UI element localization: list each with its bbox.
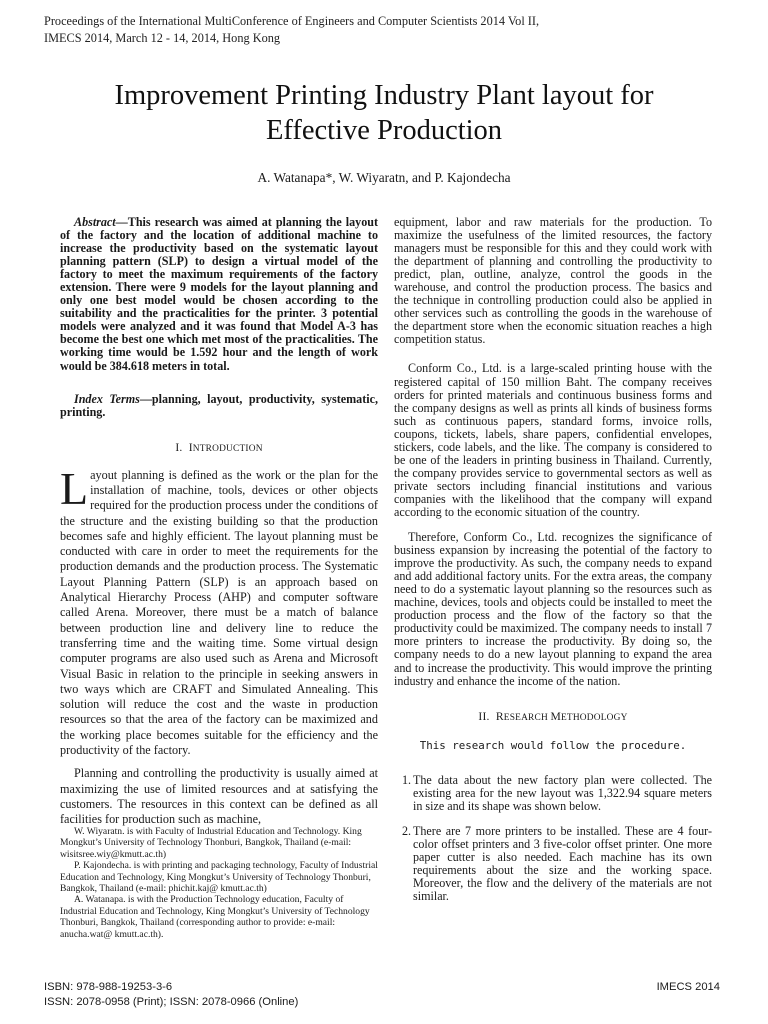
index-terms-text: —planning, layout, productivity, systematic, printing. bbox=[60, 391, 378, 419]
list-item bbox=[394, 825, 712, 903]
list-number: 1. bbox=[402, 772, 412, 787]
list-item-text: There are 7 more printers to be installed. These are 4 four-color offset printers and 3 five-color offset printer. One more paper cutter is also needed. Each machine has its own requirements about the size and the working space. Moreover, the flow and the delivery of the materials are not similar. bbox=[413, 823, 712, 904]
header-line-2: IMECS 2014, March 12 - 14, 2014, Hong Kong bbox=[44, 30, 281, 45]
list-item-text: The data about the new factory plan were collected. The existing area for the new layout was 1,322.94 square meters in size and its shape was shown below. bbox=[413, 772, 712, 813]
footnote-2: P. Kajondecha. is with printing and packaging technology, Faculty of Industrial Education and Technology, King Mongkut’s University of Technology Thonburi, Bangkok, Thailand (e-mail: phichit.kaj@ kmutt.ac.th) bbox=[60, 860, 378, 895]
footnote-3: A. Watanapa. is with the Production Technology education, Faculty of Industrial Education and Technology, King Mongkut’s University of Technology Thonburi, Bangkok, Thailand (corresponding author to provide: e-mail: anucha.wat@ kmutt.ac.th). bbox=[60, 894, 370, 940]
abstract-text: —This research was aimed at planning the layout of the factory and the location of additional machine to increase the productivity based on the systematic layout planning pattern (SLP) to design a virtual model of the factory to meet the maximum requirements of the factory extension. There were 9 models for the layout planning and only one best model would be chosen according to the suitability and the practicalities for the printer. 3 potential models were analyzed and it was found that Model A-3 has become the best one which met most of the practicalities. The working time would be 1.592 hour and the length of work would be 384.618 meters in total. bbox=[60, 215, 378, 373]
section-heading-methodology bbox=[394, 710, 712, 725]
header-line-1: Proceedings of the International MultiConference of Engineers and Computer Scientists 2014 Vol II, bbox=[44, 14, 540, 28]
author-footnotes bbox=[60, 826, 378, 940]
introduction-body bbox=[60, 462, 378, 828]
abstract-label: Abstract bbox=[74, 215, 116, 229]
footnote-1: W. Wiyaratn. is with Faculty of Industrial Education and Technology. King Mongkut’s University of Technology Thonburi, Bangkok, Thailand (e-mail: wisitsree.wiy@kmutt.ac.th) bbox=[60, 826, 362, 860]
section-numeral: II. bbox=[478, 709, 490, 723]
intro-paragraph-2: Planning and controlling the productivity is usually aimed at maximizing the use of limited resources and at satisfying the customers. The resources in this context can be defined as all facilities for production such as machine, bbox=[60, 766, 378, 827]
section-heading-initial: I bbox=[188, 440, 193, 454]
section-numeral: I. bbox=[175, 440, 183, 454]
abstract bbox=[60, 216, 378, 373]
index-terms bbox=[60, 393, 378, 419]
list-number: 2. bbox=[402, 823, 412, 838]
title-line-2: Effective Production bbox=[265, 115, 503, 146]
drop-cap: L bbox=[60, 462, 89, 514]
footer-conference: IMECS 2014 bbox=[656, 981, 720, 993]
procedure-list bbox=[394, 774, 712, 903]
footer-identifiers bbox=[44, 980, 298, 1010]
procedure-intro: This research would follow the procedure. bbox=[419, 738, 687, 752]
right-column bbox=[394, 216, 712, 915]
introduction-section bbox=[60, 441, 378, 828]
section-heading-rest: ETHODOLOGY bbox=[560, 712, 628, 723]
right-paragraph-1: equipment, labor and raw materials for the production. To maximize the usefulness of the limited resources, the factory managers must be responsible for this and they could work with the department of planning and controlling the productivity to predict, plan, outline, analyze, control the goods in the warehouse, and control the production process. The basics and the technique in controlling production could also be applied in other services such as controlling the goods in the warehouse of the department store when the economic situation reaches a high competition status. bbox=[394, 215, 712, 347]
left-column bbox=[60, 216, 378, 828]
proceedings-header bbox=[44, 13, 734, 46]
section-heading-rest: NTRODUCTION bbox=[192, 443, 263, 454]
intro-paragraph-1 bbox=[60, 462, 378, 759]
title-line-1: Improvement Printing Industry Plant layout for bbox=[114, 80, 654, 111]
index-terms-label: Index Terms bbox=[74, 391, 140, 406]
section-heading-initial: R bbox=[495, 709, 504, 723]
list-item bbox=[394, 774, 712, 813]
author-list: A. Watanapa*, W. Wiyaratn, and P. Kajondecha bbox=[257, 170, 511, 185]
paper-title bbox=[40, 78, 728, 148]
issn: ISSN: 2078-0958 (Print); ISSN: 2078-0966 (Online) bbox=[44, 996, 299, 1008]
right-paragraph-2: Conform Co., Ltd. is a large-scaled printing house with the registered capital of 150 million Baht. The company receives orders for printed materials and continuous business forms and the company designs as well as prints all kinds of business forms such as continuous papers, standard forms, invoice rolls, coupons, tickets, labels, share papers, confidential envelopes, stickers, code labels, and the like. The company is considered to be one of the leaders in printing business in Thailand. Currently, the company provides service to governmental sectors as well as private sectors including financial institutions and various companies with the likelihood that the company will expand according to the economic situation of the country. bbox=[394, 361, 712, 519]
isbn: ISBN: 978-988-19253-3-6 bbox=[44, 981, 173, 993]
section-heading-rest: ESEARCH bbox=[503, 712, 551, 723]
section-heading-initial: M bbox=[550, 709, 561, 723]
intro-paragraph-1-text: ayout planning is defined as the work or the plan for the installation of machine, tools, devices or other objects required for the production process under the conditions of the structure and the existing building so that the production becomes safe and highly efficient. The layout planning must be conducted with care in order to meet the requirements for the production demands and the production process. The Systematic Layout Planning Pattern (SLP) is an approach based on Analytical Hierarchy Process (AHP) and computer software called Arena. Moreover, there must be a match of balance between production line and delivery line to reduce the transferring time and the waiting time. Some virtual design computer programs are also used such as Arena and Microsoft Visual Basic in relation to the principle in seeking answers in two ways which are CRAFT and Simulated Annealing. This solution will reduce the cost and the waste in production resources so that the area of the factory can be maximized and the working place becomes suitable for the efficiency and the productivity of the factory. bbox=[60, 467, 378, 758]
section-heading-introduction bbox=[60, 441, 378, 456]
right-paragraph-3: Therefore, Conform Co., Ltd. recognizes the significance of business expansion by increasing the potential of the factory to improve the productivity. As such, the company needs to expand and add additional factory units. For the extra areas, the company need to do a systematic layout planning so the resources such as machine, devices, tools and objects could be installed to meet the production process and the flow of the factory so that the productivity could be maximized. The company needs to install 7 more printers to increase the productivity. By doing so, the company needs to do a new layout planning to expand the area and to increase the productivity. This would improve the printing industry and enhance the income of the nation. bbox=[394, 530, 712, 688]
